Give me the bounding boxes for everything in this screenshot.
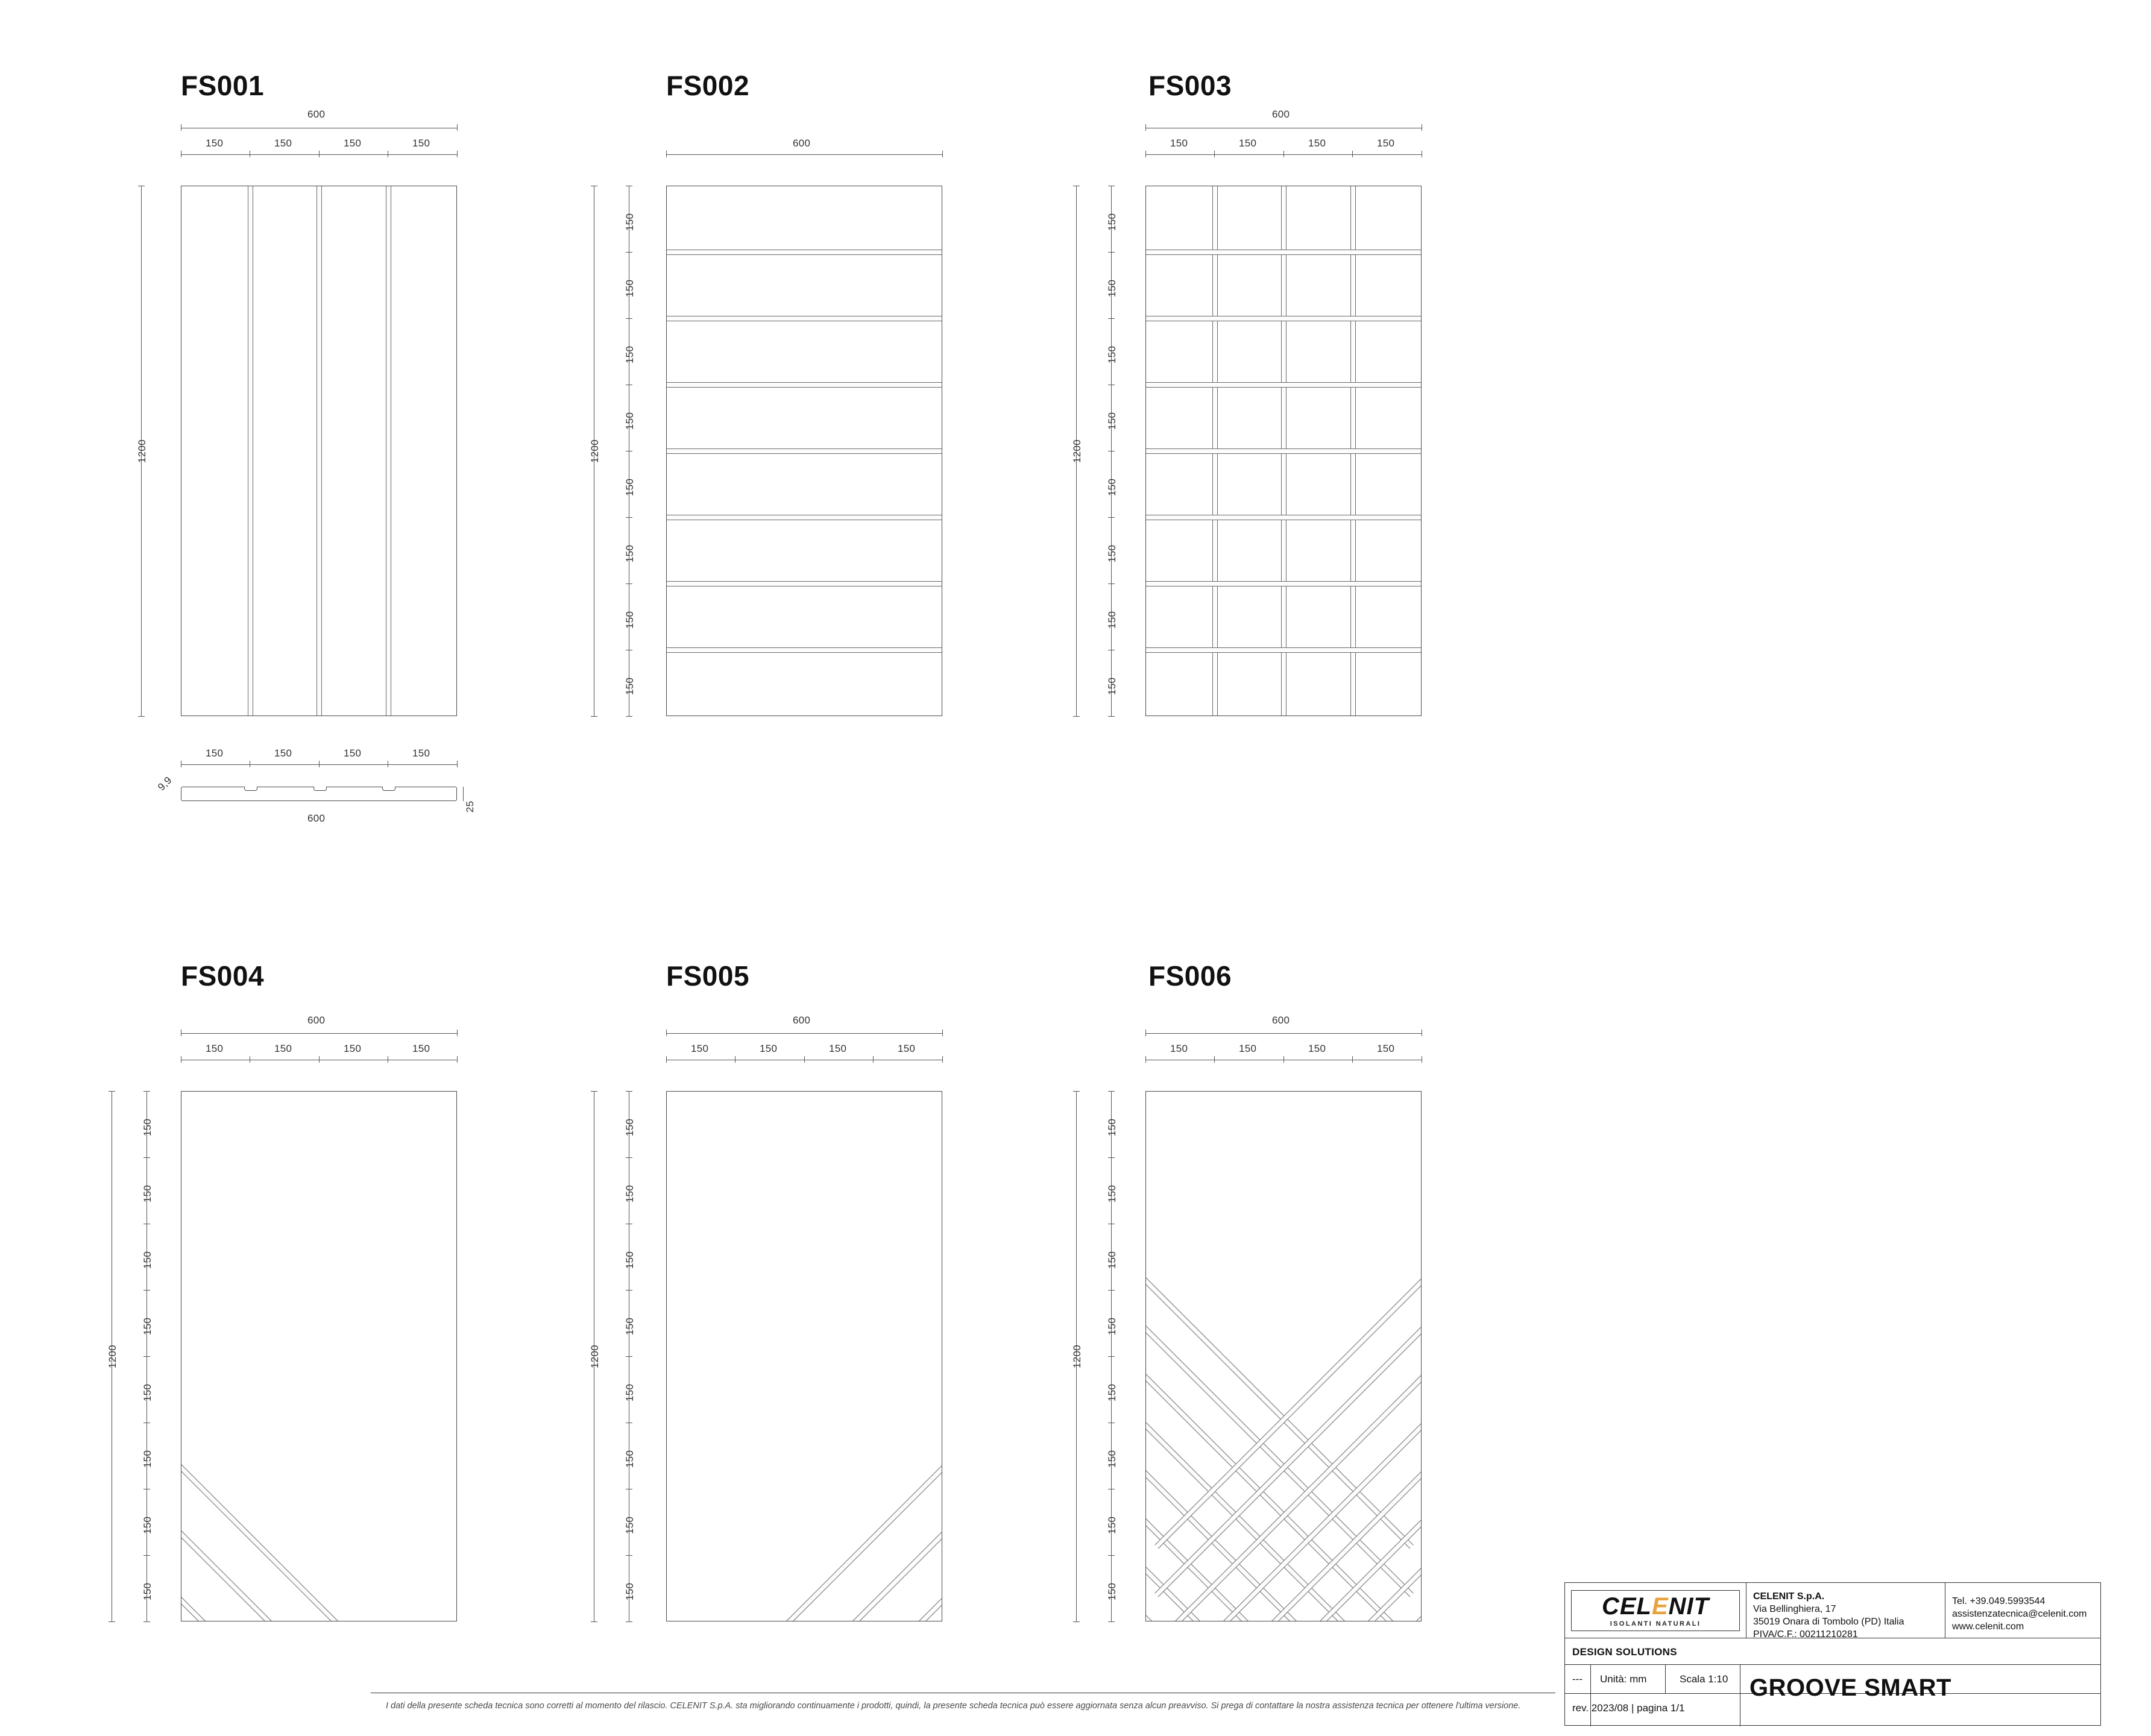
dim-fs001-seg-2: 150 (274, 137, 292, 149)
dim-fs004-seg-2: 150 (274, 1043, 292, 1054)
dim-fs004-seg-5: 150 (142, 1383, 153, 1401)
tick (626, 716, 632, 717)
groove-diagonal (1145, 1098, 1414, 1621)
tick (138, 716, 145, 717)
groove-diagonal (181, 1225, 449, 1621)
tick (626, 1157, 632, 1158)
dim-fs003-seg-7: 150 (1106, 611, 1118, 629)
groove-diagonal (181, 1424, 449, 1621)
company-email[interactable]: assistenzatecnica@celenit.com (1952, 1609, 2087, 1620)
dim-fs004-seg-7: 150 (142, 1516, 153, 1534)
tick (591, 716, 597, 717)
disclaimer-text: I dati della presente scheda tecnica sono corretti al momento del rilascio. CELENIT S.p.A. sta migliorando continuamente i prodotti, quindi, la presente scheda tecnica può essere aggiornata senza alcun preavviso. Si prega di contattare la nostra assistenza tecnica per ottenere l'ultima versione. (386, 1701, 1521, 1711)
groove-horizontal (667, 250, 942, 255)
dim-fs003-seg-5: 150 (1106, 478, 1118, 496)
tick (109, 1621, 115, 1622)
tick (666, 1030, 667, 1036)
groove-horizontal (667, 382, 942, 388)
groove-diagonal (1154, 1091, 1422, 1549)
dim-fs005-seg-6: 150 (624, 1450, 635, 1468)
company-vat: PIVA/C.F.: 00211210281 (1753, 1629, 1858, 1640)
tick (457, 761, 458, 767)
groove-horizontal (1146, 515, 1421, 520)
dim-fs005-seg-5: 150 (624, 1383, 635, 1401)
panel-title-fs002: FS002 (666, 70, 750, 101)
tick (1214, 1056, 1215, 1063)
tick (1283, 151, 1284, 157)
panel-title-fs006: FS006 (1148, 960, 1232, 992)
tick (1073, 1621, 1080, 1622)
dim-fs002-height: 1200 (589, 439, 600, 463)
tick (1108, 1290, 1115, 1291)
panel-figure-fs004 (181, 960, 264, 992)
logo-part-accent: E (1651, 1593, 1669, 1620)
groove-notch (382, 787, 395, 791)
company-name: CELENIT S.p.A. (1753, 1591, 1825, 1602)
dim-fs005-seg-1: 150 (624, 1118, 635, 1136)
dim-fs002-seg-3: 150 (624, 345, 635, 363)
tick (109, 1091, 115, 1092)
dim-fs006-seg-1: 150 (1170, 1043, 1188, 1054)
dim-section-seg-1: 150 (206, 747, 224, 759)
dim-fs006-seg-3: 150 (1308, 1043, 1326, 1054)
dim-section-groove-depth: 9,9 (156, 774, 174, 793)
tick (1073, 716, 1080, 717)
dim-fs003-width: 600 (1272, 108, 1290, 120)
tick (1108, 583, 1115, 584)
company-street: Via Bellinghiera, 17 (1753, 1604, 1836, 1615)
dim-fs005-seg-1: 150 (691, 1043, 709, 1054)
tick (1108, 1157, 1115, 1158)
groove-diagonal (1145, 1091, 1414, 1621)
company-logo (1571, 1590, 1740, 1631)
tick (1145, 151, 1146, 157)
panel-drawing-fs004 (181, 1091, 457, 1621)
dim-fs002-seg-7: 150 (624, 611, 635, 629)
product-title: GROOVE SMART (1749, 1675, 1951, 1701)
dim-fs002-seg-5: 150 (624, 478, 635, 496)
tick (1214, 151, 1215, 157)
dim-fs004-seg-2: 150 (142, 1184, 153, 1203)
dim-fs006-seg-2: 150 (1106, 1184, 1118, 1203)
tick (457, 124, 458, 131)
groove-diagonal (1154, 1146, 1422, 1621)
company-phone: Tel. +39.049.5993544 (1952, 1596, 2045, 1606)
dim-fs004-height: 1200 (107, 1344, 118, 1368)
groove-diagonal (675, 1225, 942, 1621)
dim-fs005-seg-3: 150 (829, 1043, 847, 1054)
company-address (1753, 1590, 1940, 1641)
panel-title-fs005: FS005 (666, 960, 750, 992)
tick (143, 1621, 150, 1622)
dim-fs003-seg-3: 150 (1106, 345, 1118, 363)
tick (1108, 517, 1115, 518)
dim-fs004-seg-3: 150 (142, 1251, 153, 1269)
groove-diagonal (181, 1556, 449, 1621)
dim-fs004-seg-1: 150 (142, 1118, 153, 1136)
groove-diagonal (675, 1092, 942, 1621)
dim-fs006-seg-2: 150 (1239, 1043, 1257, 1054)
dim-section-thickness: 25 (464, 800, 476, 813)
tick (1108, 1621, 1115, 1622)
groove-horizontal (667, 515, 942, 520)
dim-line-section-thickness (463, 787, 464, 801)
tick (457, 151, 458, 157)
panel-figure-fs005 (666, 960, 749, 992)
tick (1352, 1056, 1353, 1063)
dim-fs004-seg-4: 150 (142, 1317, 153, 1335)
tick (626, 1356, 632, 1357)
dim-fs001-width: 600 (307, 108, 326, 120)
dim-fs003-seg-4: 150 (1377, 137, 1395, 149)
panel-section-profile (181, 787, 457, 801)
tick (1145, 1030, 1146, 1036)
groove-horizontal (1146, 647, 1421, 653)
groove-vertical (317, 186, 322, 715)
dim-fs003-seg-3: 150 (1308, 137, 1326, 149)
groove-notch (244, 787, 257, 791)
dim-fs005-seg-4: 150 (898, 1043, 916, 1054)
groove-diagonal (181, 1092, 449, 1621)
panel-title-fs001: FS001 (181, 70, 265, 101)
dim-fs006-seg-7: 150 (1106, 1516, 1118, 1534)
divider (1665, 1665, 1666, 1694)
tick (591, 1621, 597, 1622)
dim-fs003-seg-4: 150 (1106, 412, 1118, 430)
dim-fs005-seg-3: 150 (624, 1251, 635, 1269)
tick (942, 151, 943, 157)
tick (319, 761, 320, 767)
dim-fs004-seg-8: 150 (142, 1582, 153, 1600)
dim-fs002-width: 600 (793, 137, 811, 149)
groove-horizontal (1146, 382, 1421, 388)
groove-horizontal (667, 316, 942, 321)
panel-figure-fs002 (666, 69, 749, 102)
tick (1108, 252, 1115, 253)
groove-horizontal (1146, 316, 1421, 321)
panel-title-fs003: FS003 (1148, 70, 1232, 101)
dim-fs002-seg-1: 150 (624, 213, 635, 231)
tick (457, 1056, 458, 1063)
tick (942, 1030, 943, 1036)
dim-fs001-height: 1200 (136, 439, 148, 463)
dim-fs005-seg-2: 150 (760, 1043, 778, 1054)
groove-diagonal (181, 1159, 449, 1621)
tick (143, 1091, 150, 1092)
dim-fs006-seg-6: 150 (1106, 1450, 1118, 1468)
dim-fs006-seg-4: 150 (1377, 1043, 1395, 1054)
dim-fs003-seg-2: 150 (1106, 279, 1118, 297)
tick (319, 1056, 320, 1063)
groove-diagonal (1145, 1146, 1414, 1621)
tick (1108, 1356, 1115, 1357)
dim-line-fs006-width (1145, 1033, 1422, 1034)
groove-diagonal (1154, 1091, 1422, 1621)
dim-fs004-seg-4: 150 (412, 1043, 430, 1054)
tick (626, 1091, 632, 1092)
tick (666, 1056, 667, 1063)
groove-diagonal (675, 1556, 942, 1621)
groove-horizontal (1146, 448, 1421, 454)
tick (626, 1621, 632, 1622)
dim-fs004-width: 600 (307, 1014, 326, 1026)
dim-line-fs002-width (666, 154, 942, 155)
tick (143, 1555, 150, 1556)
groove-vertical (386, 186, 391, 715)
tick (626, 1290, 632, 1291)
dim-fs005-seg-8: 150 (624, 1582, 635, 1600)
logo-part-3: NIT (1668, 1593, 1710, 1620)
tick (666, 151, 667, 157)
dim-fs006-seg-4: 150 (1106, 1317, 1118, 1335)
dim-fs001-seg-4: 150 (412, 137, 430, 149)
logo-wordmark (1602, 1594, 1709, 1618)
units-label: Unità: mm (1600, 1673, 1647, 1685)
tick (143, 1290, 150, 1291)
groove-diagonal (1154, 1091, 1422, 1621)
groove-vertical (248, 186, 253, 715)
section-label: DESIGN SOLUTIONS (1572, 1646, 1677, 1658)
groove-diagonal (675, 1424, 942, 1621)
dim-fs002-seg-6: 150 (624, 544, 635, 562)
dim-fs006-height: 1200 (1071, 1344, 1083, 1368)
groove-diagonal (1145, 1091, 1414, 1549)
tick (626, 252, 632, 253)
dim-fs006-seg-3: 150 (1106, 1251, 1118, 1269)
tick (626, 318, 632, 319)
tick (319, 151, 320, 157)
groove-diagonal (675, 1159, 942, 1621)
dim-fs003-seg-8: 150 (1106, 677, 1118, 695)
panel-title-fs004: FS004 (181, 960, 265, 992)
tick (143, 1356, 150, 1357)
dim-section-seg-2: 150 (274, 747, 292, 759)
company-website[interactable]: www.celenit.com (1952, 1621, 2024, 1632)
divider (1590, 1665, 1591, 1726)
groove-horizontal (667, 581, 942, 587)
panel-drawing-fs006 (1145, 1091, 1422, 1621)
dim-fs005-seg-2: 150 (624, 1184, 635, 1203)
dim-fs003-seg-2: 150 (1239, 137, 1257, 149)
dim-fs002-seg-8: 150 (624, 677, 635, 695)
dim-section-seg-3: 150 (344, 747, 362, 759)
tick (804, 1056, 805, 1063)
tick (1108, 716, 1115, 717)
dim-fs006-width: 600 (1272, 1014, 1290, 1026)
dim-fs006-seg-5: 150 (1106, 1383, 1118, 1401)
tick (1283, 1056, 1284, 1063)
tick (942, 1056, 943, 1063)
groove-diagonal (1145, 1091, 1414, 1621)
dim-fs001-seg-1: 150 (206, 137, 224, 149)
dim-section-width: 600 (307, 813, 326, 824)
dim-fs005-seg-4: 150 (624, 1317, 635, 1335)
dim-fs006-seg-8: 150 (1106, 1582, 1118, 1600)
dim-line-fs004-width (181, 1033, 457, 1034)
dim-fs001-seg-3: 150 (344, 137, 362, 149)
tick (626, 1555, 632, 1556)
groove-diagonal (181, 1357, 449, 1621)
panel-figure-fs003 (1148, 69, 1232, 102)
panel-drawing-fs002 (666, 186, 942, 716)
company-contacts (1952, 1595, 2103, 1633)
panel-drawing-fs003 (1145, 186, 1422, 716)
groove-diagonal (1154, 1098, 1422, 1621)
dash-cell: --- (1572, 1673, 1583, 1685)
dim-fs004-seg-1: 150 (206, 1043, 224, 1054)
tick (1073, 1091, 1080, 1092)
dim-fs003-seg-6: 150 (1106, 544, 1118, 562)
panel-drawing-fs005 (666, 1091, 942, 1621)
dim-fs005-height: 1200 (589, 1344, 600, 1368)
dim-fs005-width: 600 (793, 1014, 811, 1026)
tick (1108, 318, 1115, 319)
dim-fs004-seg-3: 150 (344, 1043, 362, 1054)
tick (1108, 1555, 1115, 1556)
groove-horizontal (667, 448, 942, 454)
panel-figure-fs001 (181, 69, 264, 102)
title-block (1564, 1582, 2101, 1726)
tick (626, 517, 632, 518)
groove-diagonal (675, 1357, 942, 1621)
company-city: 35019 Onara di Tombolo (PD) Italia (1753, 1617, 1904, 1628)
tick (143, 1157, 150, 1158)
dim-section-seg-4: 150 (412, 747, 430, 759)
dim-fs002-seg-2: 150 (624, 279, 635, 297)
tick (591, 1091, 597, 1092)
groove-horizontal (667, 647, 942, 653)
tick (1352, 151, 1353, 157)
dim-fs005-seg-7: 150 (624, 1516, 635, 1534)
scale-label: Scala 1:10 (1680, 1673, 1728, 1685)
dim-fs003-seg-1: 150 (1170, 137, 1188, 149)
dim-fs006-seg-1: 150 (1106, 1118, 1118, 1136)
logo-part-1: CEL (1601, 1593, 1652, 1620)
dim-fs003-height: 1200 (1071, 439, 1083, 463)
dim-fs003-seg-1: 150 (1106, 213, 1118, 231)
revision-label: rev. 2023/08 | pagina 1/1 (1572, 1702, 1685, 1714)
tick (626, 583, 632, 584)
tick (457, 1030, 458, 1036)
dim-fs004-seg-6: 150 (142, 1450, 153, 1468)
logo-subtitle: ISOLANTI NATURALI (1610, 1620, 1701, 1628)
panel-figure-fs006 (1148, 960, 1232, 992)
dim-line-fs005-width (666, 1033, 942, 1034)
tick (1145, 1056, 1146, 1063)
panel-drawing-fs001 (181, 186, 457, 716)
tick (1145, 124, 1146, 131)
groove-horizontal (1146, 250, 1421, 255)
tick (1108, 1091, 1115, 1092)
groove-horizontal (1146, 581, 1421, 587)
dim-fs002-seg-4: 150 (624, 412, 635, 430)
tick (873, 1056, 874, 1063)
groove-notch (313, 787, 327, 791)
